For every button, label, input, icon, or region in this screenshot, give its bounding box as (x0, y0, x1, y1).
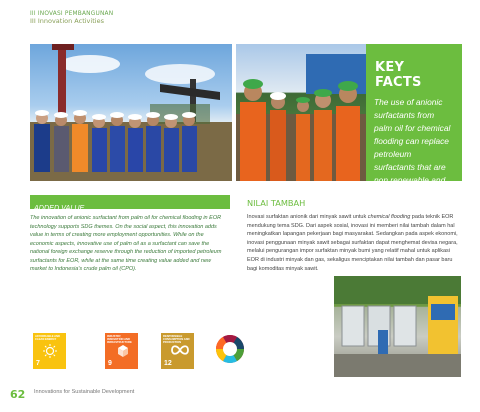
nilai-tambah-title: NILAI TAMBAH (247, 198, 306, 208)
added-value-text: The innovation of anionic surfactant from palm oil for chemical flooding in EOR technology supports SDG themes. On the social aspect, this innovation adds value in terms of creating more employment opportunities. While on the economic aspects, innovative use of palm oil as a surfactant can save the national foreign exchange reserve through the reduction of imported petroleum surfactants for EOR, while at the same time creating value added and new market to Indonesia's crude palm oil (CPO). (30, 215, 222, 272)
section-header (30, 9, 113, 25)
sdg-9-title: INDUSTRY, INNOVATION AND INFRASTRUCTURE (107, 335, 132, 344)
sdg-12-title: RESPONSIBLE CONSUMPTION AND PRODUCTION (163, 335, 190, 344)
sdg-7-number: 7 (36, 360, 40, 367)
photo-team-at-oil-well (30, 44, 232, 181)
page-footer (10, 385, 135, 403)
sdg-12-icon (161, 333, 194, 369)
sdg-9-number: 9 (108, 360, 112, 367)
sun-power-icon (43, 344, 57, 358)
sdg-wheel-icon (215, 334, 245, 364)
key-facts-title: KEY FACTS (375, 60, 422, 90)
infinity-icon (171, 344, 189, 356)
sdg-7-icon (33, 333, 66, 369)
sdg-12-number: 12 (164, 360, 172, 367)
cubes-icon (115, 344, 131, 360)
added-value-title: ADDED VALUE (34, 203, 85, 212)
key-facts-box (366, 44, 462, 198)
added-value-heading-bar (30, 195, 230, 212)
sdg-7-title: AFFORDABLE AND CLEAN ENERGY (35, 335, 60, 341)
page-number: 62 (10, 388, 26, 401)
photo-surfactant-plant (334, 276, 461, 377)
nilai-tambah-text: Inovasi surfaktan anionik dari minyak sawit untuk chemical flooding pada teknik EOR mendukung tema SDG. Dari aspek sosial, inovasi ini memberi nilai tambah dalam hal meningkatkan lapangan pekerjaan bagi masyarakat. Sedangkan pada aspek ekonomi, inovasi penggunaan minyak sawit sebagai surfaktan dapat menghemat devisa negara, melalui pengurangan impor surfaktan minyak bumi yang relatif mahal untuk aplikasi EOR di industri minyak dan gas, sekaligus menciptakan nilai tambah dan pasar baru bagi komoditas minyak sawit. (247, 214, 458, 272)
section-header-line2: III Innovation Activities (30, 17, 104, 25)
footer-text: Innovations for Sustainable Development (34, 389, 135, 395)
section-header-line1: III INOVASI PEMBANGUNAN (30, 9, 114, 17)
sdg-9-icon (105, 333, 138, 369)
photo-field-workers (236, 44, 366, 181)
key-facts-text: The use of anionic surfactants from palm oil for chemical flooding can replace petroleum surfactants that are non renewable and more expensive. (374, 97, 451, 198)
